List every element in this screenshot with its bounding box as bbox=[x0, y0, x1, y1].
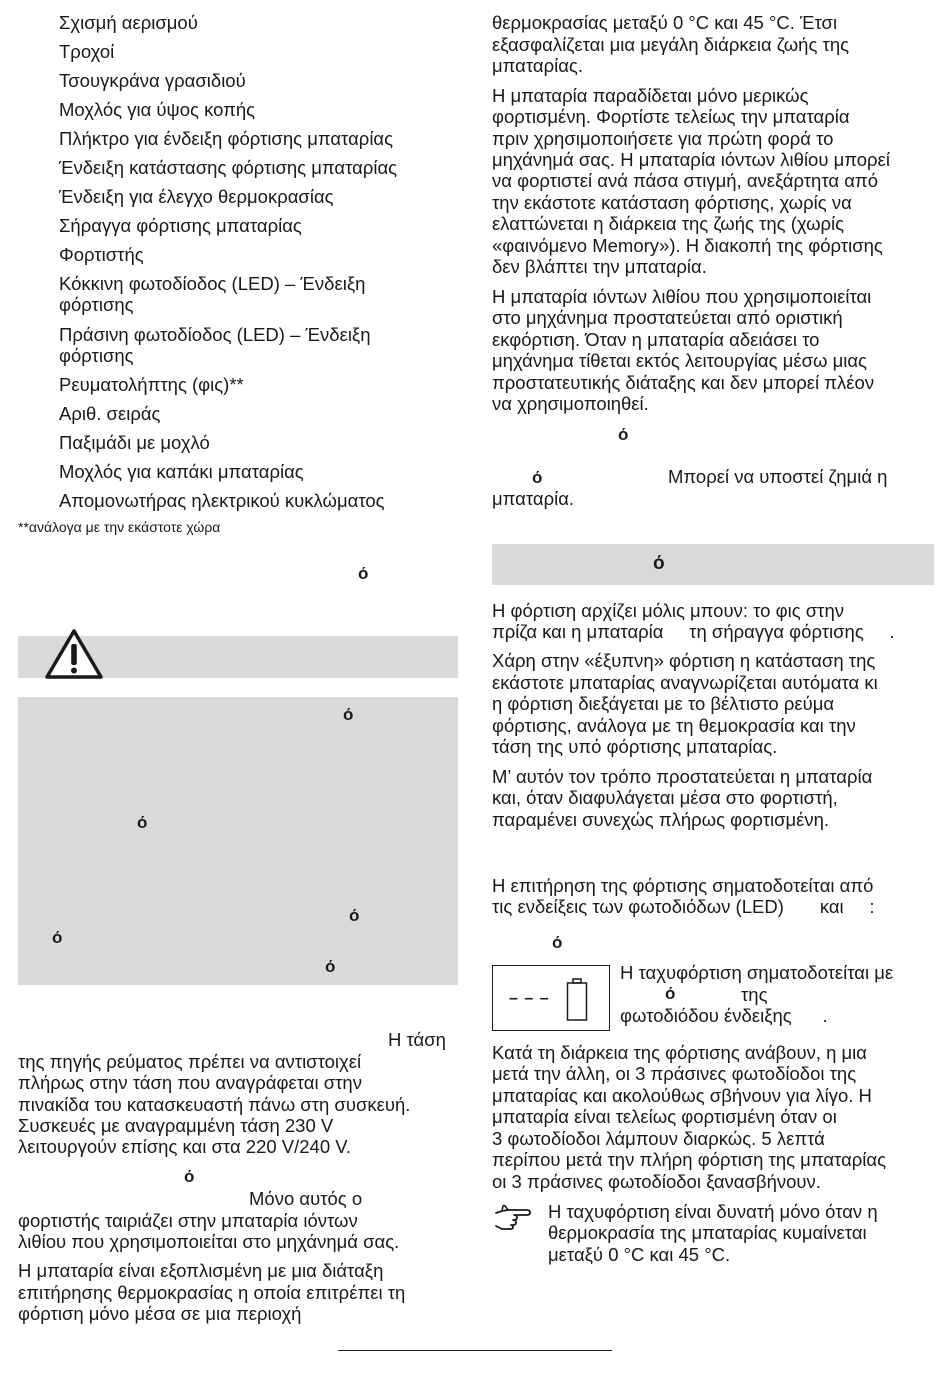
damage-line: μπαταρία. bbox=[492, 488, 575, 509]
list-item: Τσουγκράνα γρασιδιού bbox=[59, 70, 246, 91]
smart-line: εκάστοτε μπαταρίας αναγνωρίζεται αυτόματα κι bbox=[492, 672, 878, 693]
monitor-line: τις ενδείξεις των φωτοδιόδων (LED) και : bbox=[492, 896, 875, 917]
list-item: φόρτισης bbox=[59, 345, 134, 366]
temp-line: φόρτιση μόνο μέσα σε μια περιοχή bbox=[18, 1303, 302, 1324]
accent-fragment: ό bbox=[325, 957, 336, 976]
bottom-rule bbox=[338, 1350, 612, 1351]
voltage-line: λειτουργούν επίσης και στα 220 V/240 V. bbox=[18, 1136, 352, 1157]
fast-charge-line: της bbox=[741, 984, 768, 1005]
charger-line: λιθίου που χρησιμοποιείται στο μηχάνημά σας. bbox=[18, 1231, 400, 1252]
tip-line: Η ταχυφόρτιση είναι δυνατή μόνο όταν η bbox=[548, 1201, 878, 1222]
para-line: να χρησιμοποιηθεί. bbox=[492, 393, 649, 414]
smart-line: η φόρτιση διεξάγεται με το βέλτιστο ρεύμα bbox=[492, 693, 835, 714]
accent-fragment: ό bbox=[343, 705, 354, 724]
list-item: Ένδειξη για έλεγχο θερμοκρασίας bbox=[59, 186, 334, 207]
sequence-line: Κατά τη διάρκεια της φόρτισης ανάβουν, η μια bbox=[492, 1042, 867, 1063]
list-item: Ρευματολήπτης (φις)** bbox=[59, 374, 244, 395]
fast-charge-line: φωτοδιόδου ένδειξης . bbox=[620, 1005, 828, 1026]
voltage-line: της πηγής ρεύματος πρέπει να αντιστοιχεί bbox=[18, 1051, 362, 1072]
fast-charge-line: Η ταχυφόρτιση σηματοδοτείται με bbox=[620, 962, 894, 983]
sequence-line: μπαταρία είναι τελείως φορτισμένη όταν οι bbox=[492, 1106, 837, 1127]
para-line: προστατευτικής διάταξης και δεν μπορεί πλέον bbox=[492, 372, 875, 393]
para-line: πριν χρησιμοποιήσετε για πρώτη φορά το bbox=[492, 128, 834, 149]
para-line: «φαινόμενο Memory»). Η διακοπή της φόρτισης bbox=[492, 235, 883, 256]
charger-heading-tail: Μόνο αυτός ο bbox=[249, 1188, 363, 1209]
accent-fragment: ό bbox=[552, 933, 563, 952]
list-item: φόρτισης bbox=[59, 294, 134, 315]
para-line: Η μπαταρία ιόντων λιθίου που χρησιμοποιείται bbox=[492, 286, 872, 307]
para-line: θερμοκρασίας μεταξύ 0 °C και 45 °C. Έτσι bbox=[492, 12, 838, 33]
para-line: Η μπαταρία παραδίδεται μόνο μερικώς bbox=[492, 85, 809, 106]
voltage-line: Συσκευές με αναγραμμένη τάση 230 V bbox=[18, 1115, 334, 1136]
smart-line: τάση της υπό φόρτισης μπαταρίας. bbox=[492, 736, 778, 757]
list-item: Αριθ. σειράς bbox=[59, 403, 161, 424]
smart-line: Χάρη στην «έξυπνη» φόρτιση η κατάσταση της bbox=[492, 650, 876, 671]
tip-line: μεταξύ 0 °C και 45 °C. bbox=[548, 1244, 731, 1265]
temp-line: επιτήρησης θερμοκρασίας η οποία επιτρέπει τη bbox=[18, 1282, 406, 1303]
list-item: Σχισμή αερισμού bbox=[59, 12, 198, 33]
para-line: εξασφαλίζεται μια μεγάλη διάρκεια ζωής της bbox=[492, 34, 850, 55]
list-item: Παξιμάδι με μοχλό bbox=[59, 432, 210, 453]
pointing-hand-icon bbox=[494, 1204, 532, 1230]
accent-fragment: ό bbox=[52, 928, 63, 947]
list-item: Φορτιστής bbox=[59, 244, 144, 265]
protect-line: και, όταν διαφυλάγεται μέσα στο φορτιστή, bbox=[492, 787, 838, 808]
accent-fragment: ό bbox=[532, 468, 543, 487]
sequence-line: περίπου μετά την πλήρη φόρτιση της μπαταρίας bbox=[492, 1149, 887, 1170]
list-item: Μοχλός για ύψος κοπής bbox=[59, 99, 256, 120]
list-item: Απομονωτήρας ηλεκτρικού κυκλώματος bbox=[59, 490, 385, 511]
dashes: – – – bbox=[509, 990, 550, 1007]
temp-line: Η μπαταρία είναι εξοπλισμένη με μια διάταξη bbox=[18, 1260, 384, 1281]
accent-fragment: ό bbox=[349, 906, 360, 925]
smart-line: φόρτισης, ανάλογα με τη θεμοκρασία και την bbox=[492, 715, 856, 736]
para-line: να φορτιστεί ανά πάσα στιγμή, ανεξάρτητα από bbox=[492, 170, 878, 191]
para-line: μηχάνημά σας. Η μπαταρία ιόντων λιθίου μπορεί bbox=[492, 149, 890, 170]
voltage-line: πλήρως στην τάση που αναγράφεται στην bbox=[18, 1072, 362, 1093]
start-line: πρίζα και η μπαταρία τη σήραγγα φόρτισης . bbox=[492, 621, 895, 642]
warning-triangle-icon bbox=[44, 628, 104, 680]
protect-line: παραμένει συνεχώς πλήρως φορτισμένη. bbox=[492, 809, 830, 830]
list-item: Μοχλός για καπάκι μπαταρίας bbox=[59, 461, 304, 482]
para-line: δεν βλάπτει την μπαταρία. bbox=[492, 256, 707, 277]
accent-fragment: ό bbox=[618, 425, 629, 444]
list-item: Πράσινη φωτοδίοδος (LED) – Ένδειξη bbox=[59, 324, 371, 345]
accent-fragment: ό bbox=[137, 813, 148, 832]
protect-line: Μ’ αυτόν τον τρόπο προστατεύεται η μπαταρία bbox=[492, 766, 873, 787]
para-line: μηχάνημα τίθεται εκτός λειτουργίας μέσω μιας bbox=[492, 350, 867, 371]
charger-line: φορτιστής ταιριάζει στην μπαταρία ιόντων bbox=[18, 1210, 358, 1231]
list-item: Σήραγγα φόρτισης μπαταρίας bbox=[59, 215, 302, 236]
para-line: φορτισμένη. Φορτίστε τελείως την μπαταρία bbox=[492, 106, 850, 127]
sequence-line: μπαταρίας και ακολούθως σβήνουν για λίγο. Η bbox=[492, 1085, 872, 1106]
warning-header bbox=[18, 636, 458, 678]
accent-fragment: ό bbox=[665, 984, 676, 1003]
sequence-line: μετά την άλλη, οι 3 πράσινες φωτοδίοδοι της bbox=[492, 1063, 857, 1084]
start-line: Η φόρτιση αρχίζει μόλις μπουν: το φις στην bbox=[492, 600, 845, 621]
accent-fragment: ό bbox=[184, 1167, 195, 1186]
voltage-heading-tail: Η τάση bbox=[388, 1029, 446, 1050]
list-item: Τροχοί bbox=[59, 41, 115, 62]
voltage-line: πινακίδα του κατασκευαστή πάνω στη συσκευή. bbox=[18, 1094, 411, 1115]
damage-tail: Μπορεί να υποστεί ζημιά η bbox=[668, 466, 888, 487]
sequence-line: οι 3 πράσινες φωτοδίοδοι ξανασβήνουν. bbox=[492, 1171, 821, 1192]
list-item: Κόκκινη φωτοδίοδος (LED) – Ένδειξη bbox=[59, 273, 366, 294]
para-line: την εκάστοτε κατάσταση φόρτισης, χωρίς να bbox=[492, 192, 852, 213]
para-line: στο μηχάνημα προστατεύεται από οριστική bbox=[492, 307, 843, 328]
warning-body bbox=[18, 697, 458, 985]
section-header-bar bbox=[492, 544, 934, 585]
para-line: εκφόρτιση. Όταν η μπαταρία αδειάσει το bbox=[492, 329, 820, 350]
sequence-line: 3 φωτοδίοδοι λάμπουν διαρκώς. 5 λεπτά bbox=[492, 1128, 825, 1149]
charging-indicator-symbol bbox=[492, 965, 610, 1031]
battery-icon bbox=[566, 978, 588, 1022]
footnote: **ανάλογα με την εκάστοτε χώρα bbox=[18, 519, 221, 535]
list-item: Πλήκτρο για ένδειξη φόρτισης μπαταρίας bbox=[59, 128, 394, 149]
accent-fragment: ό bbox=[358, 564, 369, 583]
para-line: ελαττώνεται η διάρκεια της ζωής της (χωρίς bbox=[492, 213, 845, 234]
accent-fragment: ό bbox=[653, 553, 665, 574]
para-line: μπαταρίας. bbox=[492, 55, 583, 76]
list-item: Ένδειξη κατάστασης φόρτισης μπαταρίας bbox=[59, 157, 398, 178]
tip-line: θερμοκρασία της μπαταρίας κυμαίνεται bbox=[548, 1222, 867, 1243]
monitor-line: Η επιτήρηση της φόρτισης σηματοδοτείται από bbox=[492, 875, 874, 896]
